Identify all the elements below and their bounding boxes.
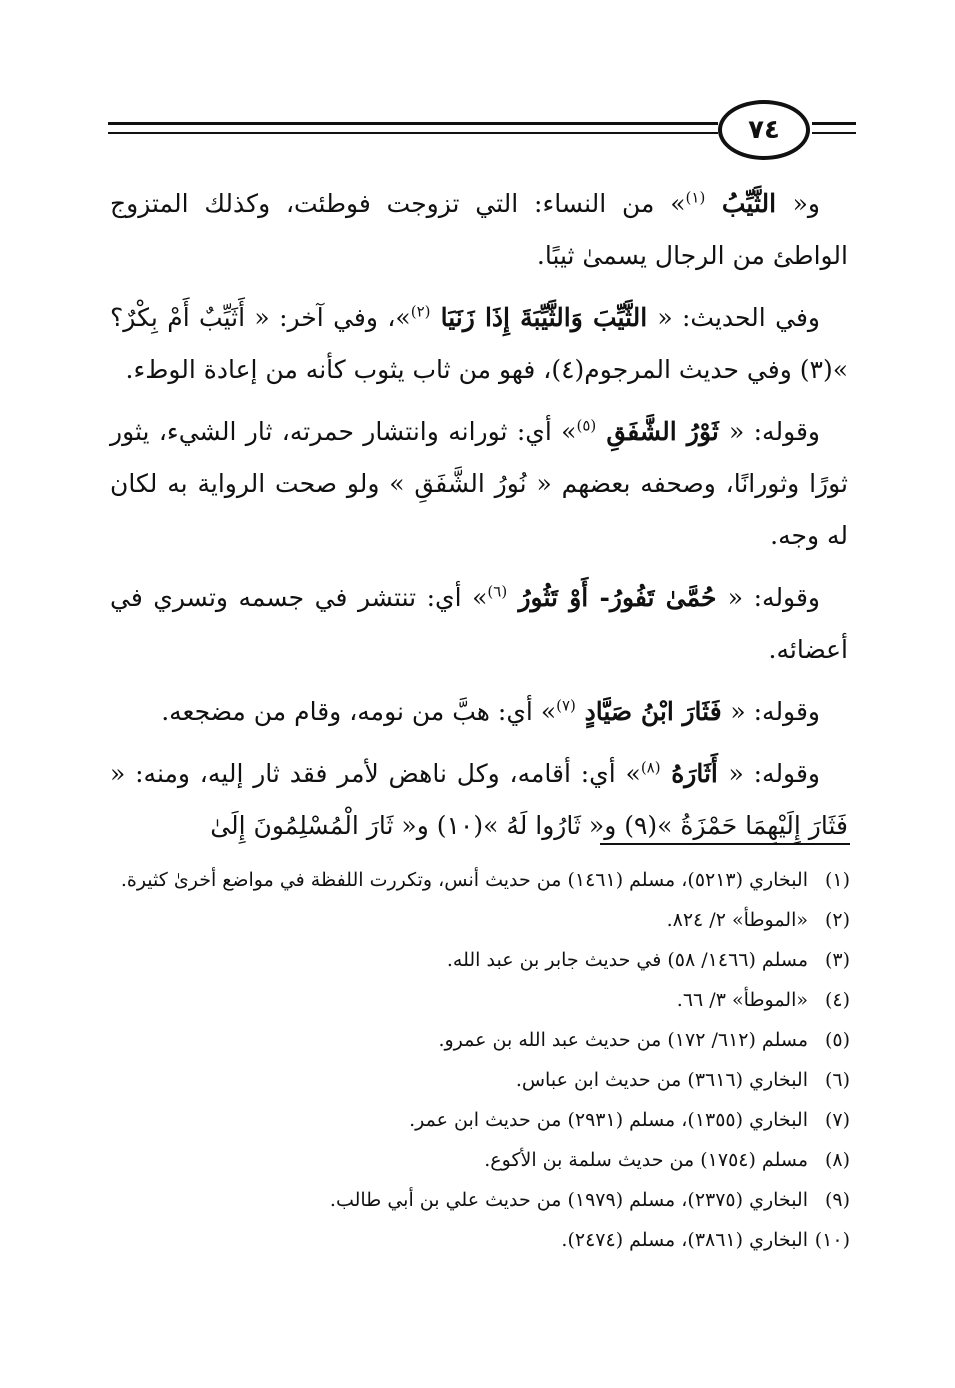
footnote-number: (٢) [824, 909, 850, 931]
footnote-ref: (٦) [487, 582, 508, 601]
footnote-ref: (٨) [640, 758, 661, 777]
footnote-number: (٥) [824, 1029, 850, 1051]
footnote-text: مسلم (١٧٥٤) من حديث سلمة بن الأكوع. [484, 1149, 808, 1171]
footnote [110, 980, 850, 1020]
footnote [110, 1180, 850, 1220]
paragraph: وقوله: « حُمَّىٰ تَفُورُ- أَوْ تَثُورُ $^{(٦)}$» أي: تنتشر في جسمه وتسري في أعضائه. [110, 582, 848, 664]
main-text [110, 178, 848, 862]
footnote [110, 1060, 850, 1100]
footnote-text: مسلم (١٤٦٦/ ٥٨) في حديث جابر بن عبد الله. [446, 949, 808, 971]
highlighted-term: الثَّيِّبَ وَالثَّيِّبَةَ إِذَا زَنَيَا [430, 303, 658, 332]
page-number [718, 100, 810, 160]
footnote [110, 1140, 850, 1180]
footnote-number: (٣) [824, 949, 850, 971]
footnote-number: (٨) [824, 1149, 850, 1171]
footnote-text: البخاري (٢٣٧٥)، مسلم (١٩٧٩) من حديث علي بن أبي طالب. [329, 1189, 808, 1211]
footnote-number: (٤) [824, 989, 850, 1011]
footnote-number: (١) [824, 869, 850, 891]
paragraph: وقوله: « أَثَارَهُ $^{(٨)}$» أي: أقامه، وكل ناهض لأمر فقد ثار إليه، ومنه: « فَثَارَ إِلَيْهِمَا حَمْزَةُ »(٩) و« ثَارُوا لَهُ »(١٠) و« ثَارَ الْمُسْلِمُونَ إِلَىٰ [110, 758, 848, 840]
paragraph: وقوله: « فَثَارَ ابْنُ صَيَّادٍ $^{(٧)}$» أي: هبَّ من نومه، وقام من مضجعه. [161, 696, 820, 726]
highlighted-term: ثَوْرُ الشَّفَقِ [596, 417, 729, 446]
footnote-text: «الموطأ» ٣/ ٦٦. [676, 989, 808, 1011]
footnote-ref: (٢) [410, 302, 431, 321]
footnote [110, 1020, 850, 1060]
paragraph: و« الثَّيِّبُ $^{(١)}$» من النساء: التي تزوجت فوطئت، وكذلك المتزوج الواطئ من الرجال يسمىٰ ثيبًا. [110, 188, 848, 270]
footnote-text: البخاري (٥٢١٣)، مسلم (١٤٦١) من حديث أنس، وتكررت اللفظة في مواضع أخرىٰ كثيرة. [120, 869, 808, 891]
footnote-text: مسلم (٦١٢/ ١٧٢) من حديث عبد الله بن عمرو. [438, 1029, 808, 1051]
page-number-text: ٧٤ [748, 115, 780, 145]
footnote-number: (١٠) [814, 1229, 850, 1251]
footnote-text: «الموطأ» ٢/ ٨٢٤. [666, 909, 808, 931]
footnote [110, 940, 850, 980]
footnote [110, 1220, 850, 1260]
footnote-number: (٦) [824, 1069, 850, 1091]
footnote-text: البخاري (٣٦١٦) من حديث ابن عباس. [515, 1069, 808, 1091]
paragraph: وفي الحديث: « الثَّيِّبَ وَالثَّيِّبَةَ إِذَا زَنَيَا $^{(٢)}$»، وفي آخر: « أَثَيِّبٌ أَمْ بِكْرٌ؟ »(٣) وفي حديث المرجوم(٤)، فهو من ثاب يثوب كأنه من إعادة الوطء. [110, 302, 848, 384]
highlighted-term: أَثَارَهُ [660, 759, 729, 788]
footnotes [110, 860, 850, 1260]
footnote-separator [600, 843, 850, 845]
footnote-ref: (٧) [556, 696, 576, 715]
footnote [110, 900, 850, 940]
footnote [110, 1100, 850, 1140]
footnote-ref: (٥) [576, 416, 597, 435]
highlighted-term: فَثَارَ ابْنُ صَيَّادٍ [575, 697, 731, 726]
paragraph: وقوله: « ثَوْرُ الشَّفَقِ $^{(٥)}$» أي: ثورانه وانتشار حمرته، ثار الشيء، يثور ثورًا وثورانًا، وصحفه بعضهم « نُورُ الشَّفَقِ » ولو صحت الرواية به لكان له وجه. [110, 416, 848, 550]
highlighted-term: الثَّيِّبُ [705, 189, 793, 218]
footnote-number: (٧) [824, 1109, 850, 1131]
footnote [110, 860, 850, 900]
highlighted-term: حُمَّىٰ تَفُورُ- أَوْ تَثُورُ [507, 583, 728, 612]
footnote-number: (٩) [824, 1189, 850, 1211]
footnote-text: البخاري (٣٨٦١)، مسلم (٢٤٧٤). [561, 1229, 808, 1251]
footnote-ref: (١) [685, 188, 706, 207]
footnote-text: البخاري (١٣٥٥)، مسلم (٢٩٣١) من حديث ابن عمر. [409, 1109, 808, 1131]
